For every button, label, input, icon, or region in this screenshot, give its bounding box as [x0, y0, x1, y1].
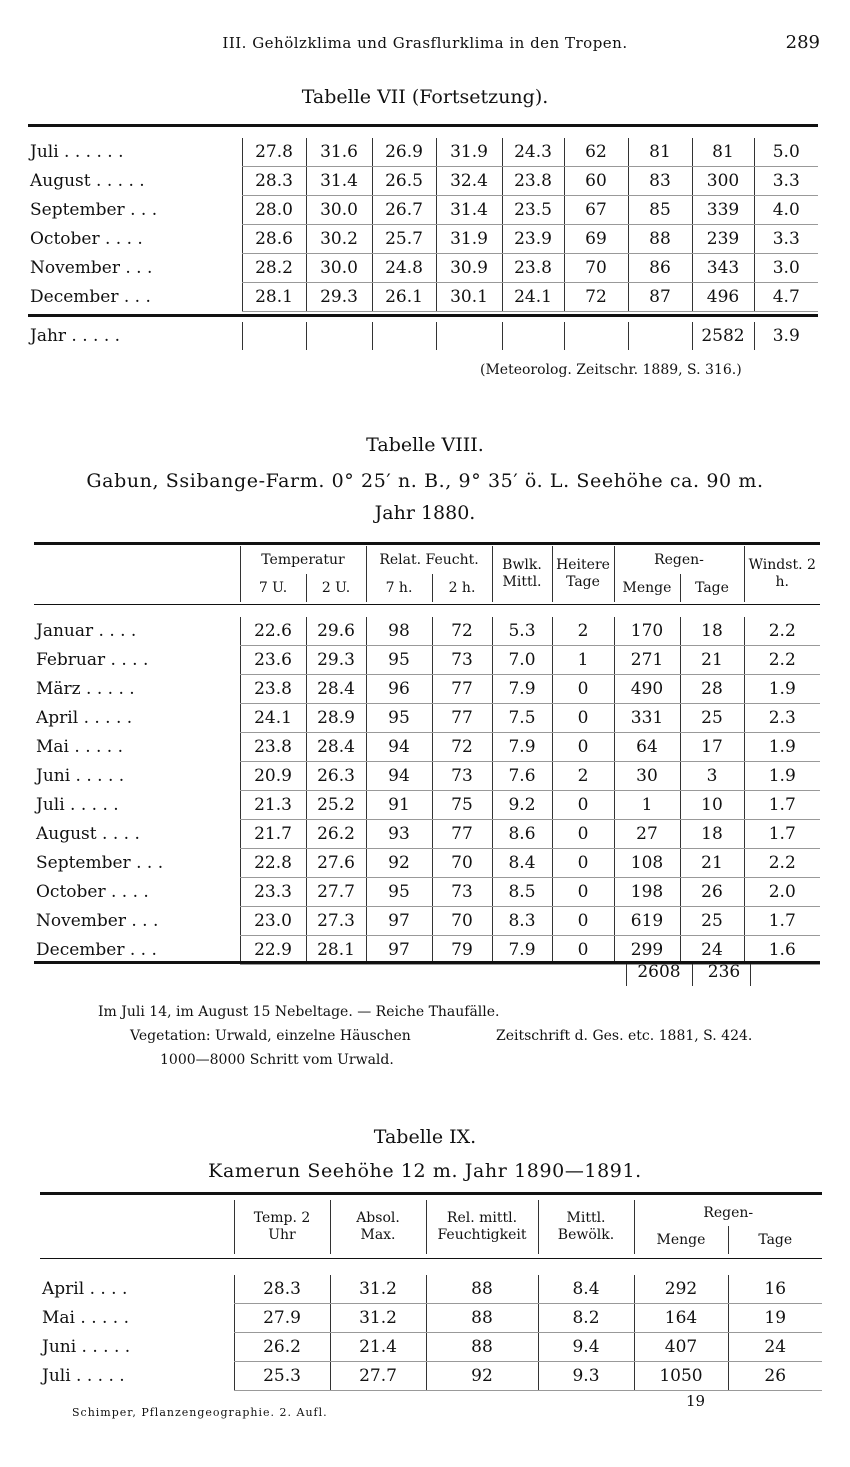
table-cell: 0 [552, 878, 614, 907]
table-cell: 27.9 [234, 1304, 330, 1333]
table-cell: 7.0 [492, 646, 552, 675]
table-cell: 30.0 [306, 254, 372, 283]
table-cell: 8.2 [538, 1304, 634, 1333]
table-cell: 331 [614, 704, 680, 733]
table-cell: 25.3 [234, 1362, 330, 1391]
table-cell: 31.4 [306, 167, 372, 196]
table-cell: 9.4 [538, 1333, 634, 1362]
table-cell: 496 [692, 283, 754, 312]
table-cell: 27.3 [306, 907, 366, 936]
table-cell: 343 [692, 254, 754, 283]
table-cell [436, 322, 502, 350]
table-8-note-vegetation: Vegetation: Urwald, einzelne Häuschen [130, 1028, 411, 1044]
table-cell: 239 [692, 225, 754, 254]
table-cell: 0 [552, 791, 614, 820]
table-cell: 26.7 [372, 196, 436, 225]
table-row [34, 646, 820, 675]
table-cell: 1.7 [744, 791, 820, 820]
table-cell: 28 [680, 675, 744, 704]
table-cell: 7.5 [492, 704, 552, 733]
table-cell: 490 [614, 675, 680, 704]
table-cell: 108 [614, 849, 680, 878]
table-cell: 3.3 [754, 167, 818, 196]
table-cell: 8.3 [492, 907, 552, 936]
row-label: August . . . . [36, 824, 140, 844]
header-tage: Tage [728, 1226, 822, 1254]
table-cell: 79 [432, 936, 492, 965]
table-cell: 2.2 [744, 617, 820, 646]
table-cell: 1.6 [744, 936, 820, 965]
table-cell: 7.9 [492, 675, 552, 704]
table-cell: 7.9 [492, 733, 552, 762]
table-cell: 2582 [692, 322, 754, 350]
table-cell [564, 322, 628, 350]
table-cell: 9.3 [538, 1362, 634, 1391]
table-row [34, 878, 820, 907]
table-cell: 77 [432, 820, 492, 849]
row-label: Juli . . . . . . [30, 142, 124, 163]
table-cell: 198 [614, 878, 680, 907]
table-row [34, 907, 820, 936]
table-cell: 2 [552, 762, 614, 791]
table-cell: 20.9 [240, 762, 306, 791]
table-cell: 88 [628, 225, 692, 254]
table-cell: 32.4 [436, 167, 502, 196]
table-cell: 30.1 [436, 283, 502, 312]
table-cell: 27.7 [330, 1362, 426, 1391]
table-cell: 26.3 [306, 762, 366, 791]
table-cell: 28.1 [306, 936, 366, 965]
table-cell: 407 [634, 1333, 728, 1362]
table-cell: 24.1 [240, 704, 306, 733]
running-header: III. Gehölzklima und Grasflurklima in den Tropen. [222, 34, 628, 52]
table-row [40, 1304, 822, 1333]
table-cell [242, 322, 306, 350]
table-row [28, 196, 818, 225]
table-cell: 28.3 [234, 1275, 330, 1304]
table-cell: 31.6 [306, 138, 372, 167]
table-cell: 292 [634, 1275, 728, 1304]
table-cell: 88 [426, 1333, 538, 1362]
table-cell: 23.3 [240, 878, 306, 907]
table-cell: 1 [614, 791, 680, 820]
table-cell: 18 [680, 820, 744, 849]
table-cell: 70 [432, 849, 492, 878]
table-cell: 27 [614, 820, 680, 849]
header-temperatur: Temperatur [240, 546, 366, 574]
table-cell: 26.5 [372, 167, 436, 196]
row-label: Januar . . . . [36, 621, 137, 642]
table-cell: 0 [552, 907, 614, 936]
table-cell [306, 322, 372, 350]
table-cell: 70 [564, 254, 628, 283]
row-label: Februar . . . . [36, 650, 149, 670]
table-cell: 25.2 [306, 791, 366, 820]
row-label: September . . . [36, 853, 164, 873]
table-cell: 97 [366, 907, 432, 936]
table-cell: 8.4 [538, 1275, 634, 1304]
table-cell: 72 [432, 733, 492, 762]
table-7-total [28, 322, 818, 350]
table-cell: 95 [366, 878, 432, 907]
table-cell: 27.6 [306, 849, 366, 878]
table-8-note-fog: Im Juli 14, im August 15 Nebeltage. — Reiche Thaufälle. [98, 1004, 500, 1020]
row-label: Mai . . . . . [36, 737, 124, 757]
table-cell: 2 [552, 617, 614, 646]
table-cell: 7.9 [492, 936, 552, 965]
table-cell: 1050 [634, 1362, 728, 1391]
footer-imprint: Schimper, Pflanzengeographie. 2. Aufl. [72, 1406, 328, 1419]
table-cell: 83 [628, 167, 692, 196]
table-cell: 299 [614, 936, 680, 965]
table-cell: 22.9 [240, 936, 306, 965]
table-cell: 22.6 [240, 617, 306, 646]
row-label: December . . . [30, 287, 151, 307]
table-cell: 23.0 [240, 907, 306, 936]
table-cell: 5.0 [754, 138, 818, 167]
table-cell: 1.7 [744, 907, 820, 936]
table-cell: 1.9 [744, 733, 820, 762]
table-cell: 0 [552, 820, 614, 849]
table-cell: 25 [680, 907, 744, 936]
table-8-total-menge: 2608 [637, 962, 681, 982]
table-7-caption: Tabelle VII (Fortsetzung). [301, 86, 549, 108]
header-relat-feucht: Relat. Feucht. [366, 546, 492, 574]
table-row [40, 1333, 822, 1362]
row-label: November . . . [30, 258, 153, 278]
header-menge: Menge [634, 1226, 728, 1254]
total-row [28, 322, 818, 350]
table-cell: 16 [728, 1275, 822, 1304]
header-heitere-tage: Heitere Tage [552, 546, 614, 602]
table-cell: 164 [634, 1304, 728, 1333]
page-number: 289 [785, 32, 820, 53]
table-cell: 67 [564, 196, 628, 225]
row-label: October . . . . [36, 882, 149, 902]
table-cell: 72 [432, 617, 492, 646]
table-cell: 28.3 [242, 167, 306, 196]
table-cell: 4.7 [754, 283, 818, 312]
table-cell: 86 [628, 254, 692, 283]
table-cell: 10 [680, 791, 744, 820]
table-cell: 21.4 [330, 1333, 426, 1362]
table-cell: 8.4 [492, 849, 552, 878]
table-cell: 73 [432, 762, 492, 791]
table-cell: 23.8 [240, 675, 306, 704]
table-cell: 8.5 [492, 878, 552, 907]
table-cell: 70 [432, 907, 492, 936]
table-cell: 30 [614, 762, 680, 791]
table-cell: 69 [564, 225, 628, 254]
table-cell: 3.0 [754, 254, 818, 283]
header-bwlk-mittl: Bwlk. Mittl. [492, 546, 552, 602]
table-cell: 26 [680, 878, 744, 907]
table-row [34, 820, 820, 849]
row-label: Juli . . . . . [42, 1366, 125, 1386]
table-cell: 1.9 [744, 675, 820, 704]
header-month-blank [34, 546, 240, 602]
table-cell: 24 [680, 936, 744, 965]
table-cell [628, 322, 692, 350]
table-8-top-rule [34, 542, 820, 545]
row-label: Juni . . . . . [42, 1337, 131, 1357]
table-8-header-rule [34, 604, 820, 605]
table-cell: 23.8 [502, 254, 564, 283]
table-cell: 24.8 [372, 254, 436, 283]
header-regen: Regen- [634, 1200, 822, 1226]
table-7-source: (Meteorolog. Zeitschr. 1889, S. 316.) [480, 362, 742, 378]
table-cell: 60 [564, 167, 628, 196]
row-label: December . . . [36, 940, 157, 960]
table-cell: 31.9 [436, 225, 502, 254]
table-cell: 93 [366, 820, 432, 849]
table-row [40, 1275, 822, 1304]
table-9-header-rule [40, 1258, 822, 1259]
table-cell: 98 [366, 617, 432, 646]
table-cell: 3 [680, 762, 744, 791]
row-label: Mai . . . . . [42, 1308, 130, 1328]
table-cell: 1.7 [744, 820, 820, 849]
table-8-header [34, 546, 820, 602]
table-cell: 31.2 [330, 1275, 426, 1304]
table-cell: 21 [680, 646, 744, 675]
table-cell: 0 [552, 936, 614, 965]
row-label: April . . . . [42, 1279, 128, 1300]
row-label: April . . . . . [36, 708, 133, 728]
table-cell: 28.4 [306, 733, 366, 762]
header-menge: Menge [614, 574, 680, 602]
table-cell: 18 [680, 617, 744, 646]
table-cell: 23.6 [240, 646, 306, 675]
table-cell: 339 [692, 196, 754, 225]
table-cell: 95 [366, 646, 432, 675]
table-cell: 92 [366, 849, 432, 878]
table-cell: 3.9 [754, 322, 818, 350]
row-label: October . . . . [30, 229, 143, 249]
table-cell: 30.2 [306, 225, 372, 254]
table-cell: 24.1 [502, 283, 564, 312]
table-9-header [40, 1200, 822, 1254]
table-cell: 28.4 [306, 675, 366, 704]
table-cell: 22.8 [240, 849, 306, 878]
table-cell: 21.3 [240, 791, 306, 820]
table-9-subtitle: Kamerun Seehöhe 12 m. Jahr 1890—1891. [208, 1160, 642, 1182]
header-feucht-2h: 2 h. [432, 574, 492, 602]
table-cell: 28.1 [242, 283, 306, 312]
table-row [28, 283, 818, 312]
table-cell [372, 322, 436, 350]
header-rel-feuchtigkeit: Rel. mittl. Feuchtigkeit [426, 1200, 538, 1254]
header-absol-max: Absol. Max. [330, 1200, 426, 1254]
table-cell: 77 [432, 704, 492, 733]
table-row [40, 1362, 822, 1391]
table-cell: 0 [552, 849, 614, 878]
table-cell: 31.4 [436, 196, 502, 225]
table-cell: 28.9 [306, 704, 366, 733]
table-cell: 97 [366, 936, 432, 965]
table-8-source: Zeitschrift d. Ges. etc. 1881, S. 424. [496, 1028, 753, 1044]
table-cell: 24 [728, 1333, 822, 1362]
table-cell: 29.3 [306, 646, 366, 675]
table-cell: 81 [628, 138, 692, 167]
table-8-caption: Tabelle VIII. [366, 434, 484, 456]
table-cell: 28.6 [242, 225, 306, 254]
table-row [34, 704, 820, 733]
table-cell: 2.2 [744, 849, 820, 878]
table-cell: 29.3 [306, 283, 372, 312]
table-row [34, 791, 820, 820]
table-cell: 25 [680, 704, 744, 733]
table-cell: 23.8 [240, 733, 306, 762]
table-7 [28, 138, 818, 312]
table-cell: 72 [564, 283, 628, 312]
table-cell: 94 [366, 733, 432, 762]
table-cell: 64 [614, 733, 680, 762]
table-cell: 92 [426, 1362, 538, 1391]
table-cell: 619 [614, 907, 680, 936]
table-cell: 300 [692, 167, 754, 196]
table-cell: 23.9 [502, 225, 564, 254]
table-9-caption: Tabelle IX. [373, 1126, 477, 1148]
table-cell: 31.9 [436, 138, 502, 167]
table-cell: 81 [692, 138, 754, 167]
row-label: November . . . [36, 911, 159, 931]
header-mittl-bewolk: Mittl. Bewölk. [538, 1200, 634, 1254]
header-blank [40, 1200, 234, 1254]
table-cell: 88 [426, 1275, 538, 1304]
table-7-top-rule [28, 124, 818, 127]
table-cell [502, 322, 564, 350]
table-row [28, 225, 818, 254]
table-cell: 28.2 [242, 254, 306, 283]
row-label: Juni . . . . . [36, 766, 125, 786]
table-cell: 29.6 [306, 617, 366, 646]
table-8-year: Jahr 1880. [374, 502, 476, 524]
table-cell: 73 [432, 646, 492, 675]
table-cell: 27.7 [306, 878, 366, 907]
table-cell: 31.2 [330, 1304, 426, 1333]
table-cell: 91 [366, 791, 432, 820]
table-cell: 9.2 [492, 791, 552, 820]
table-8-note-distance: 1000—8000 Schritt vom Urwald. [160, 1052, 394, 1068]
table-cell: 2.2 [744, 646, 820, 675]
table-cell: 0 [552, 704, 614, 733]
table-cell: 21.7 [240, 820, 306, 849]
table-9 [40, 1275, 822, 1391]
table-cell: 95 [366, 704, 432, 733]
table-cell: 2.3 [744, 704, 820, 733]
table-row [28, 167, 818, 196]
row-label: Jahr . . . . . [30, 326, 121, 346]
table-cell: 7.6 [492, 762, 552, 791]
table-row [34, 849, 820, 878]
table-7-total-rule [28, 314, 818, 317]
table-cell: 26.9 [372, 138, 436, 167]
table-cell: 88 [426, 1304, 538, 1333]
row-label: September . . . [30, 200, 158, 220]
row-label: März . . . . . [36, 679, 135, 699]
table-cell: 26.2 [234, 1333, 330, 1362]
table-cell: 30.0 [306, 196, 372, 225]
table-cell: 23.5 [502, 196, 564, 225]
table-row [34, 762, 820, 791]
table-cell: 1 [552, 646, 614, 675]
table-row [34, 617, 820, 646]
table-cell: 27.8 [242, 138, 306, 167]
table-cell: 87 [628, 283, 692, 312]
table-cell: 0 [552, 675, 614, 704]
table-8 [34, 617, 820, 965]
table-cell: 96 [366, 675, 432, 704]
row-label: August . . . . . [30, 171, 145, 191]
header-feucht-7h: 7 h. [366, 574, 432, 602]
table-cell: 8.6 [492, 820, 552, 849]
table-cell: 28.0 [242, 196, 306, 225]
header-regen: Regen- [614, 546, 744, 574]
header-windst: Windst. 2 h. [744, 546, 820, 602]
table-cell: 24.3 [502, 138, 564, 167]
row-label: Juli . . . . . [36, 795, 119, 815]
table-cell: 170 [614, 617, 680, 646]
table-cell: 26 [728, 1362, 822, 1391]
table-9-top-rule [40, 1192, 822, 1195]
table-cell: 85 [628, 196, 692, 225]
table-row [28, 254, 818, 283]
table-cell: 23.8 [502, 167, 564, 196]
signature-mark: 19 [686, 1392, 706, 1410]
table-cell: 73 [432, 878, 492, 907]
table-cell: 0 [552, 733, 614, 762]
table-8-total-tage: 236 [707, 962, 741, 982]
table-cell: 26.2 [306, 820, 366, 849]
table-cell: 19 [728, 1304, 822, 1333]
table-cell: 77 [432, 675, 492, 704]
table-cell: 75 [432, 791, 492, 820]
table-cell: 5.3 [492, 617, 552, 646]
table-cell: 4.0 [754, 196, 818, 225]
header-temp-7u: 7 U. [240, 574, 306, 602]
header-temp-2u: 2 U. [306, 574, 366, 602]
table-cell: 62 [564, 138, 628, 167]
header-tage: Tage [680, 574, 744, 602]
table-cell: 1.9 [744, 762, 820, 791]
table-cell: 26.1 [372, 283, 436, 312]
table-row [28, 138, 818, 167]
table-cell: 2.0 [744, 878, 820, 907]
table-cell: 30.9 [436, 254, 502, 283]
header-temp-2uhr: Temp. 2 Uhr [234, 1200, 330, 1254]
table-8-subtitle: Gabun, Ssibange-Farm. 0° 25′ n. B., 9° 35′ ö. L. Seehöhe ca. 90 m. [86, 470, 764, 492]
table-cell: 3.3 [754, 225, 818, 254]
table-cell: 21 [680, 849, 744, 878]
table-row [34, 675, 820, 704]
table-row [34, 733, 820, 762]
table-cell: 25.7 [372, 225, 436, 254]
table-cell: 94 [366, 762, 432, 791]
table-cell: 271 [614, 646, 680, 675]
table-cell: 17 [680, 733, 744, 762]
